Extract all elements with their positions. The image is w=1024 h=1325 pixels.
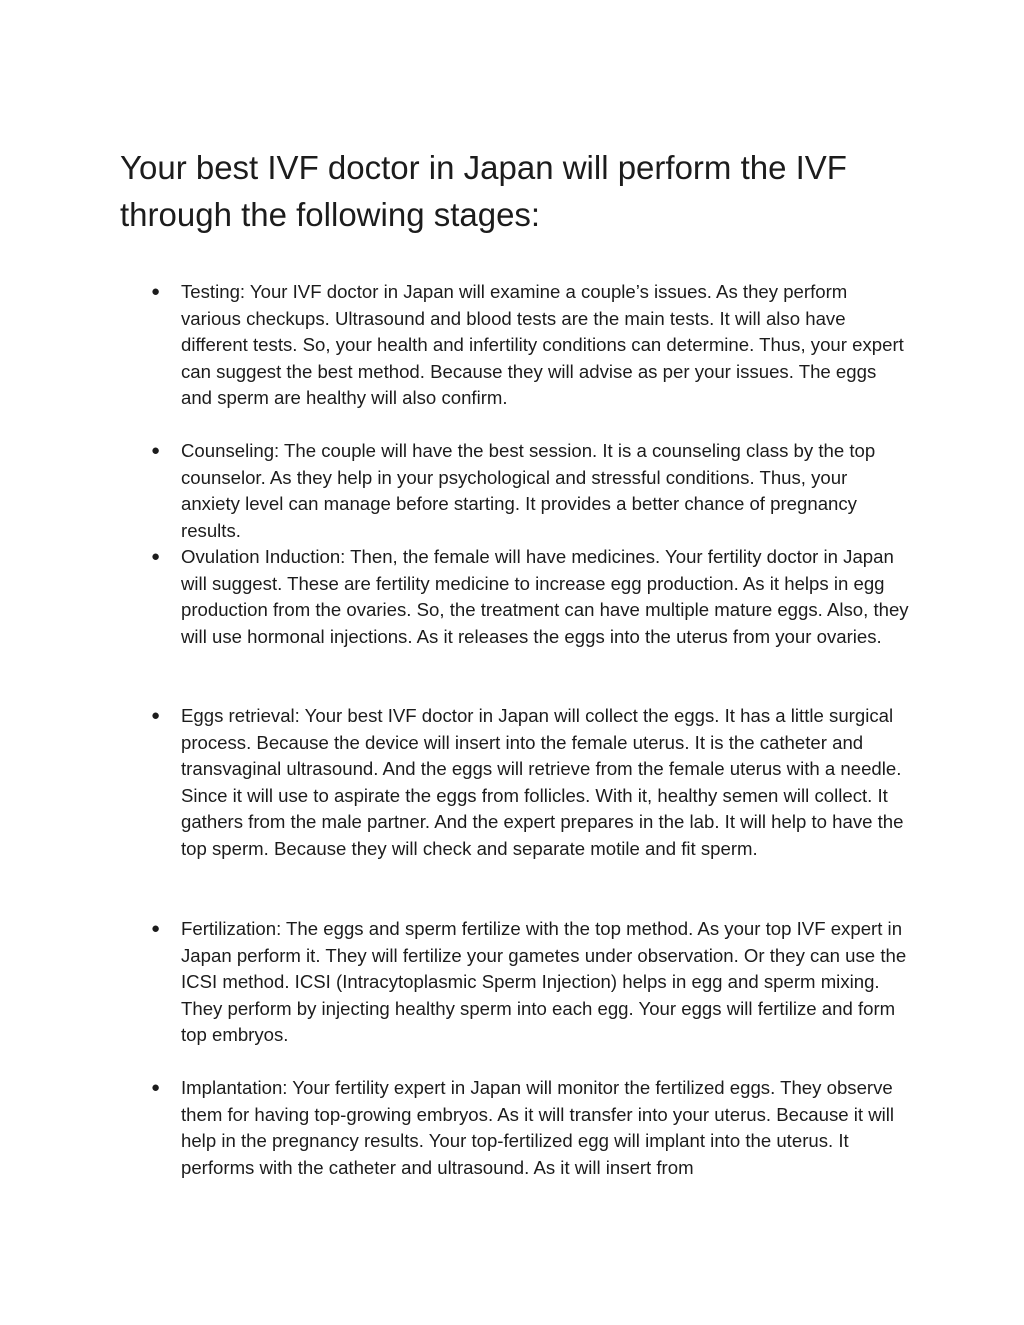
list-item-text: Eggs retrieval: Your best IVF doctor in Japan will collect the eggs. It has a little surgical process. Because the device will insert into the female uterus. It is the catheter and transvaginal ultrasound. And the eggs will retrieve from the female uterus with a needle. Since it will use to aspirate the eggs from follicles. With it, healthy semen will collect. It gathers from the male partner. And the expert prepares in the lab. It will help to have the top sperm. Because they will check and separate motile and fit sperm. bbox=[181, 705, 904, 859]
bullet-icon: ● bbox=[151, 548, 161, 565]
bullet-icon: ● bbox=[151, 283, 161, 300]
list-item-testing bbox=[151, 279, 911, 412]
list-item-fertilization bbox=[151, 916, 911, 1049]
bullet-icon: ● bbox=[151, 1079, 161, 1096]
bullet-icon: ● bbox=[151, 920, 161, 937]
list-item-text: Fertilization: The eggs and sperm fertilize with the top method. As your top IVF expert in Japan perform it. They will fertilize your gametes under observation. Or they can use the ICSI method. ICSI (Intracytoplasmic Sperm Injection) helps in egg and sperm mixing. They perform by injecting healthy sperm into each egg. Your eggs will fertilize and form top embryos. bbox=[181, 918, 907, 1045]
list-item-text: Testing: Your IVF doctor in Japan will examine a couple’s issues. As they perform various checkups. Ultrasound and blood tests are the main tests. It will also have different tests. So, your health and infertility conditions can determine. Thus, your expert can suggest the best method. Because they will advise as per your issues. The eggs and sperm are healthy will also confirm. bbox=[181, 281, 904, 408]
list-item-text: Counseling: The couple will have the best session. It is a counseling class by the top counselor. As they help in your psychological and stressful conditions. Thus, your anxiety level can manage before starting. It provides a better chance of pregnancy results. bbox=[181, 440, 876, 541]
list-item-counseling bbox=[151, 438, 911, 544]
list-item-ovulation-induction bbox=[151, 544, 911, 650]
bullet-icon: ● bbox=[151, 707, 161, 724]
list-item-text: Implantation: Your fertility expert in Japan will monitor the fertilized eggs. They observe them for having top-growing embryos. As it will transfer into your uterus. Because it will help in the pregnancy results. Your top-fertilized egg will implant into the uterus. It performs with the catheter and ultrasound. As it will insert from bbox=[181, 1077, 895, 1178]
document-title: Your best IVF doctor in Japan will perform the IVF through the following stages: bbox=[120, 149, 847, 233]
list-item-eggs-retrieval bbox=[151, 703, 911, 862]
bullet-icon: ● bbox=[151, 442, 161, 459]
list-item-implantation bbox=[151, 1075, 911, 1181]
list-item-text: Ovulation Induction: Then, the female will have medicines. Your fertility doctor in Japan will suggest. These are fertility medicine to increase egg production. As it helps in egg production from the ovaries. So, the treatment can have multiple mature eggs. Also, they will use hormonal injections. As it releases the eggs into the uterus from your ovaries. bbox=[181, 546, 909, 647]
